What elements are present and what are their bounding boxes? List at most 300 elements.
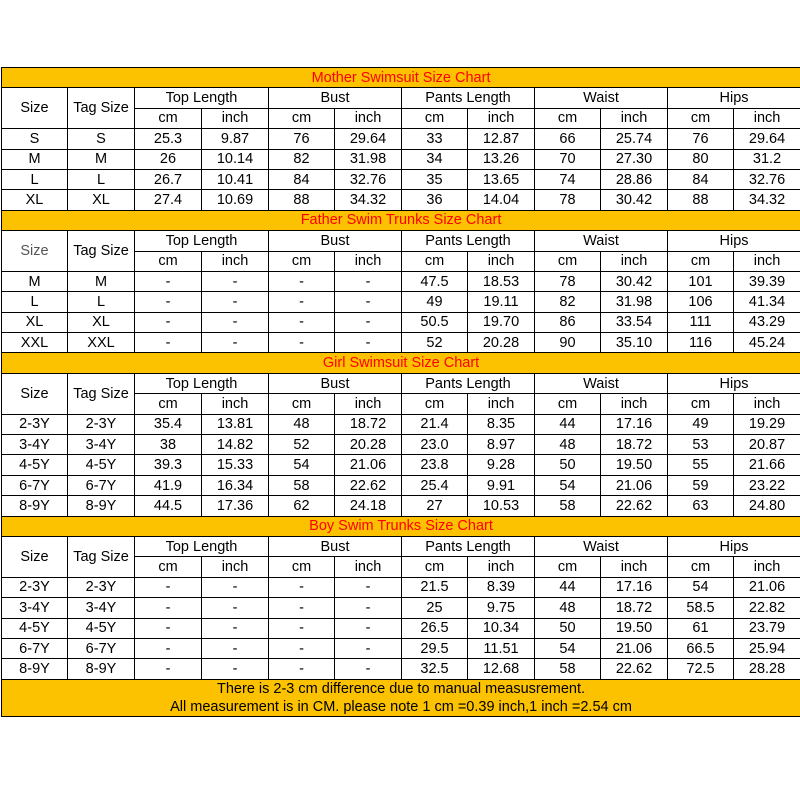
table-cell: 21.5: [402, 577, 468, 597]
table-cell: 6-7Y: [2, 638, 68, 658]
table-cell: 16.34: [202, 475, 269, 495]
table-cell: 19.50: [601, 618, 668, 638]
table-cell: 20.28: [335, 435, 402, 455]
table-cell: 54: [668, 577, 734, 597]
table-cell: 4-5Y: [2, 455, 68, 475]
table-cell: 21.06: [601, 638, 668, 658]
table-cell: 32.76: [734, 169, 800, 189]
table-cell: 9.87: [202, 129, 269, 149]
table-cell: -: [135, 598, 202, 618]
table-cell: -: [202, 598, 269, 618]
table-cell: 59: [668, 475, 734, 495]
footer-line-1: There is 2-3 cm difference due to manual measusrement.: [217, 680, 586, 697]
table-cell: 50: [535, 618, 601, 638]
table-cell: 8.35: [468, 414, 535, 434]
table-cell: 32.76: [335, 169, 402, 189]
table-cell: XL: [68, 312, 135, 332]
table-cell: -: [335, 292, 402, 312]
section-title-row: [2, 353, 800, 373]
table-cell: 20.87: [734, 435, 800, 455]
tag-size-header: Tag Size: [68, 536, 135, 577]
table-row: [2, 659, 800, 679]
table-cell: S: [2, 129, 68, 149]
table-cell: 78: [535, 190, 601, 210]
table-cell: 28.28: [734, 659, 800, 679]
table-cell: -: [135, 271, 202, 291]
table-cell: 49: [402, 292, 468, 312]
table-cell: 25.4: [402, 475, 468, 495]
measure-group-header: Waist: [535, 373, 668, 393]
table-cell: 29.64: [335, 129, 402, 149]
table-cell: 6-7Y: [68, 638, 135, 658]
table-cell: 9.28: [468, 455, 535, 475]
table-cell: 82: [269, 149, 335, 169]
table-cell: 18.72: [335, 414, 402, 434]
measure-group-header: Top Length: [135, 231, 269, 251]
unit-header: cm: [402, 557, 468, 577]
unit-header: cm: [535, 557, 601, 577]
section-title: Girl Swimsuit Size Chart: [2, 353, 800, 373]
measure-group-header: Bust: [269, 88, 402, 108]
table-cell: 19.29: [734, 414, 800, 434]
table-cell: -: [202, 659, 269, 679]
table-cell: 29.5: [402, 638, 468, 658]
measure-group-header: Pants Length: [402, 88, 535, 108]
table-cell: -: [202, 618, 269, 638]
table-cell: 9.91: [468, 475, 535, 495]
table-cell: 19.50: [601, 455, 668, 475]
table-cell: 13.81: [202, 414, 269, 434]
table-cell: 27: [402, 496, 468, 516]
table-cell: -: [202, 271, 269, 291]
measure-group-header: Bust: [269, 373, 402, 393]
unit-header: cm: [668, 394, 734, 414]
header-row: [2, 88, 800, 108]
table-cell: 22.62: [335, 475, 402, 495]
table-cell: -: [335, 577, 402, 597]
table-cell: 2-3Y: [68, 577, 135, 597]
tag-size-header: Tag Size: [68, 373, 135, 414]
table-cell: 31.98: [601, 292, 668, 312]
table-cell: 44.5: [135, 496, 202, 516]
table-cell: 13.26: [468, 149, 535, 169]
table-cell: 88: [269, 190, 335, 210]
unit-header: inch: [734, 251, 800, 271]
table-row: [2, 190, 800, 210]
table-cell: -: [269, 618, 335, 638]
table-cell: 6-7Y: [2, 475, 68, 495]
table-cell: 111: [668, 312, 734, 332]
table-cell: 66: [535, 129, 601, 149]
table-cell: 11.51: [468, 638, 535, 658]
unit-header: cm: [269, 108, 335, 128]
unit-header: cm: [668, 108, 734, 128]
table-row: [2, 149, 800, 169]
table-cell: 72.5: [668, 659, 734, 679]
table-cell: 26: [135, 149, 202, 169]
table-cell: M: [68, 149, 135, 169]
table-cell: 50.5: [402, 312, 468, 332]
measure-group-header: Top Length: [135, 88, 269, 108]
measure-group-header: Bust: [269, 231, 402, 251]
table-cell: 24.18: [335, 496, 402, 516]
section-title-row: [2, 516, 800, 536]
table-cell: 44: [535, 577, 601, 597]
unit-header: inch: [734, 557, 800, 577]
table-cell: 4-5Y: [68, 618, 135, 638]
table-cell: 35.4: [135, 414, 202, 434]
table-cell: 2-3Y: [68, 414, 135, 434]
table-cell: 34.32: [734, 190, 800, 210]
table-cell: 10.53: [468, 496, 535, 516]
table-cell: 3-4Y: [68, 435, 135, 455]
table-cell: 44: [535, 414, 601, 434]
table-cell: 52: [402, 333, 468, 353]
table-cell: -: [335, 598, 402, 618]
table-cell: 31.98: [335, 149, 402, 169]
unit-header: inch: [734, 394, 800, 414]
table-cell: 55: [668, 455, 734, 475]
table-cell: -: [135, 292, 202, 312]
table-cell: 34: [402, 149, 468, 169]
table-cell: 38: [135, 435, 202, 455]
table-cell: 22.82: [734, 598, 800, 618]
table-row: [2, 475, 800, 495]
table-cell: 21.4: [402, 414, 468, 434]
unit-header: cm: [668, 251, 734, 271]
table-cell: -: [335, 271, 402, 291]
unit-header: inch: [601, 251, 668, 271]
table-cell: 24.80: [734, 496, 800, 516]
table-cell: 4-5Y: [68, 455, 135, 475]
table-cell: -: [135, 659, 202, 679]
table-cell: -: [269, 292, 335, 312]
table-cell: 10.41: [202, 169, 269, 189]
table-cell: 54: [269, 455, 335, 475]
table-cell: 10.69: [202, 190, 269, 210]
table-row: [2, 333, 800, 353]
table-cell: 10.34: [468, 618, 535, 638]
section-title: Father Swim Trunks Size Chart: [2, 210, 800, 230]
table-row: [2, 414, 800, 434]
size-chart: [1, 67, 799, 717]
table-cell: 30.42: [601, 271, 668, 291]
table-row: [2, 598, 800, 618]
table-cell: 8-9Y: [2, 659, 68, 679]
table-cell: 35.10: [601, 333, 668, 353]
table-cell: 20.28: [468, 333, 535, 353]
unit-header: inch: [202, 108, 269, 128]
section-title: Mother Swimsuit Size Chart: [2, 68, 800, 88]
table-cell: XL: [68, 190, 135, 210]
table-cell: 82: [535, 292, 601, 312]
table-cell: 61: [668, 618, 734, 638]
measure-group-header: Hips: [668, 88, 800, 108]
table-cell: 106: [668, 292, 734, 312]
table-cell: 13.65: [468, 169, 535, 189]
unit-header: cm: [535, 251, 601, 271]
table-cell: -: [135, 577, 202, 597]
unit-header: inch: [468, 251, 535, 271]
table-cell: 25.94: [734, 638, 800, 658]
table-cell: 21.66: [734, 455, 800, 475]
unit-header: inch: [601, 557, 668, 577]
unit-header: inch: [601, 394, 668, 414]
table-row: [2, 455, 800, 475]
size-header: Size: [2, 231, 68, 272]
table-cell: -: [335, 333, 402, 353]
footer-line-2: All measurement is in CM. please note 1 cm =0.39 inch,1 inch =2.54 cm: [170, 698, 632, 715]
table-cell: 10.14: [202, 149, 269, 169]
table-cell: -: [335, 659, 402, 679]
table-cell: 30.42: [601, 190, 668, 210]
measure-group-header: Waist: [535, 536, 668, 556]
table-row: [2, 312, 800, 332]
table-cell: 3-4Y: [68, 598, 135, 618]
table-cell: 84: [269, 169, 335, 189]
size-chart-table: [1, 67, 800, 717]
table-cell: -: [135, 312, 202, 332]
table-cell: 2-3Y: [2, 577, 68, 597]
table-cell: 8.97: [468, 435, 535, 455]
table-cell: 19.70: [468, 312, 535, 332]
unit-header: cm: [535, 108, 601, 128]
unit-header: inch: [335, 394, 402, 414]
table-cell: -: [269, 638, 335, 658]
table-cell: 88: [668, 190, 734, 210]
unit-header: inch: [202, 394, 269, 414]
table-cell: 39.39: [734, 271, 800, 291]
table-cell: -: [135, 333, 202, 353]
table-cell: -: [269, 271, 335, 291]
header-row: [2, 373, 800, 393]
table-cell: 8-9Y: [2, 496, 68, 516]
measure-group-header: Pants Length: [402, 536, 535, 556]
table-cell: 48: [535, 598, 601, 618]
unit-header: inch: [601, 108, 668, 128]
table-cell: M: [2, 149, 68, 169]
table-cell: 74: [535, 169, 601, 189]
table-cell: 26.7: [135, 169, 202, 189]
measure-group-header: Pants Length: [402, 373, 535, 393]
table-cell: L: [68, 292, 135, 312]
table-cell: 54: [535, 638, 601, 658]
unit-header: inch: [335, 108, 402, 128]
table-cell: 18.72: [601, 598, 668, 618]
table-cell: 25: [402, 598, 468, 618]
table-cell: 86: [535, 312, 601, 332]
table-cell: 21.06: [601, 475, 668, 495]
table-cell: 76: [269, 129, 335, 149]
table-cell: 58: [535, 496, 601, 516]
table-cell: 3-4Y: [2, 598, 68, 618]
table-cell: -: [269, 577, 335, 597]
table-cell: 23.0: [402, 435, 468, 455]
table-cell: 28.86: [601, 169, 668, 189]
table-row: [2, 292, 800, 312]
table-cell: 39.3: [135, 455, 202, 475]
table-cell: 45.24: [734, 333, 800, 353]
table-cell: 18.72: [601, 435, 668, 455]
table-cell: -: [202, 577, 269, 597]
unit-header: cm: [135, 251, 202, 271]
table-cell: 32.5: [402, 659, 468, 679]
unit-header: cm: [535, 394, 601, 414]
table-cell: 17.36: [202, 496, 269, 516]
table-cell: 116: [668, 333, 734, 353]
table-cell: 21.06: [734, 577, 800, 597]
unit-header: inch: [202, 251, 269, 271]
table-cell: 36: [402, 190, 468, 210]
table-cell: 76: [668, 129, 734, 149]
table-cell: XXL: [2, 333, 68, 353]
measure-group-header: Waist: [535, 231, 668, 251]
table-cell: 8.39: [468, 577, 535, 597]
table-cell: XL: [2, 312, 68, 332]
table-cell: -: [269, 312, 335, 332]
measure-group-header: Hips: [668, 536, 800, 556]
table-cell: -: [269, 598, 335, 618]
table-cell: 14.82: [202, 435, 269, 455]
table-cell: 22.62: [601, 496, 668, 516]
table-row: [2, 577, 800, 597]
table-cell: 12.68: [468, 659, 535, 679]
footer-note: [2, 679, 800, 716]
table-cell: 26.5: [402, 618, 468, 638]
header-row: [2, 231, 800, 251]
measure-group-header: Top Length: [135, 536, 269, 556]
unit-header: inch: [335, 251, 402, 271]
table-cell: 8-9Y: [68, 496, 135, 516]
table-cell: XXL: [68, 333, 135, 353]
table-cell: 31.2: [734, 149, 800, 169]
table-cell: XL: [2, 190, 68, 210]
unit-header: cm: [135, 394, 202, 414]
table-cell: 17.16: [601, 414, 668, 434]
header-row: [2, 536, 800, 556]
table-cell: 4-5Y: [2, 618, 68, 638]
unit-header: cm: [402, 108, 468, 128]
unit-header: cm: [135, 108, 202, 128]
table-cell: 43.29: [734, 312, 800, 332]
table-cell: -: [202, 333, 269, 353]
table-cell: -: [202, 312, 269, 332]
table-cell: 58.5: [668, 598, 734, 618]
unit-header: inch: [734, 108, 800, 128]
table-cell: 6-7Y: [68, 475, 135, 495]
measure-group-header: Hips: [668, 231, 800, 251]
table-cell: -: [335, 312, 402, 332]
table-cell: 70: [535, 149, 601, 169]
section-title-row: [2, 210, 800, 230]
table-cell: 34.32: [335, 190, 402, 210]
table-cell: S: [68, 129, 135, 149]
table-cell: 23.8: [402, 455, 468, 475]
table-cell: 101: [668, 271, 734, 291]
unit-header: cm: [269, 251, 335, 271]
unit-header: inch: [202, 557, 269, 577]
table-cell: 18.53: [468, 271, 535, 291]
table-cell: 19.11: [468, 292, 535, 312]
tag-size-header: Tag Size: [68, 231, 135, 272]
table-cell: 25.74: [601, 129, 668, 149]
table-cell: 33.54: [601, 312, 668, 332]
table-cell: L: [2, 169, 68, 189]
table-cell: 23.22: [734, 475, 800, 495]
table-row: [2, 496, 800, 516]
table-cell: 62: [269, 496, 335, 516]
table-cell: -: [269, 659, 335, 679]
table-cell: 41.34: [734, 292, 800, 312]
table-cell: M: [2, 271, 68, 291]
measure-group-header: Bust: [269, 536, 402, 556]
table-cell: 23.79: [734, 618, 800, 638]
table-cell: 63: [668, 496, 734, 516]
unit-header: cm: [269, 557, 335, 577]
table-cell: 49: [668, 414, 734, 434]
table-cell: -: [135, 618, 202, 638]
table-cell: 21.06: [335, 455, 402, 475]
table-cell: 27.30: [601, 149, 668, 169]
size-header: Size: [2, 88, 68, 129]
table-cell: -: [135, 638, 202, 658]
table-row: [2, 129, 800, 149]
table-cell: -: [202, 292, 269, 312]
table-cell: 90: [535, 333, 601, 353]
table-row: [2, 638, 800, 658]
unit-header: inch: [468, 394, 535, 414]
table-cell: M: [68, 271, 135, 291]
table-cell: 9.75: [468, 598, 535, 618]
table-cell: -: [335, 638, 402, 658]
section-title-row: [2, 68, 800, 88]
measure-group-header: Hips: [668, 373, 800, 393]
table-cell: 3-4Y: [2, 435, 68, 455]
unit-header: cm: [135, 557, 202, 577]
table-row: [2, 169, 800, 189]
table-cell: 78: [535, 271, 601, 291]
table-cell: 8-9Y: [68, 659, 135, 679]
table-row: [2, 271, 800, 291]
table-cell: 12.87: [468, 129, 535, 149]
table-cell: 15.33: [202, 455, 269, 475]
table-cell: 27.4: [135, 190, 202, 210]
table-cell: 53: [668, 435, 734, 455]
unit-header: cm: [668, 557, 734, 577]
table-cell: 48: [269, 414, 335, 434]
tag-size-header: Tag Size: [68, 88, 135, 129]
unit-header: inch: [468, 108, 535, 128]
table-row: [2, 435, 800, 455]
table-cell: -: [269, 333, 335, 353]
unit-header: cm: [402, 251, 468, 271]
table-cell: 17.16: [601, 577, 668, 597]
size-header: Size: [2, 536, 68, 577]
table-cell: 14.04: [468, 190, 535, 210]
table-cell: 50: [535, 455, 601, 475]
table-cell: 22.62: [601, 659, 668, 679]
table-cell: 33: [402, 129, 468, 149]
table-cell: 29.64: [734, 129, 800, 149]
table-cell: 41.9: [135, 475, 202, 495]
table-cell: 2-3Y: [2, 414, 68, 434]
measure-group-header: Waist: [535, 88, 668, 108]
table-cell: 80: [668, 149, 734, 169]
table-cell: 25.3: [135, 129, 202, 149]
measure-group-header: Pants Length: [402, 231, 535, 251]
section-title: Boy Swim Trunks Size Chart: [2, 516, 800, 536]
table-cell: -: [335, 618, 402, 638]
